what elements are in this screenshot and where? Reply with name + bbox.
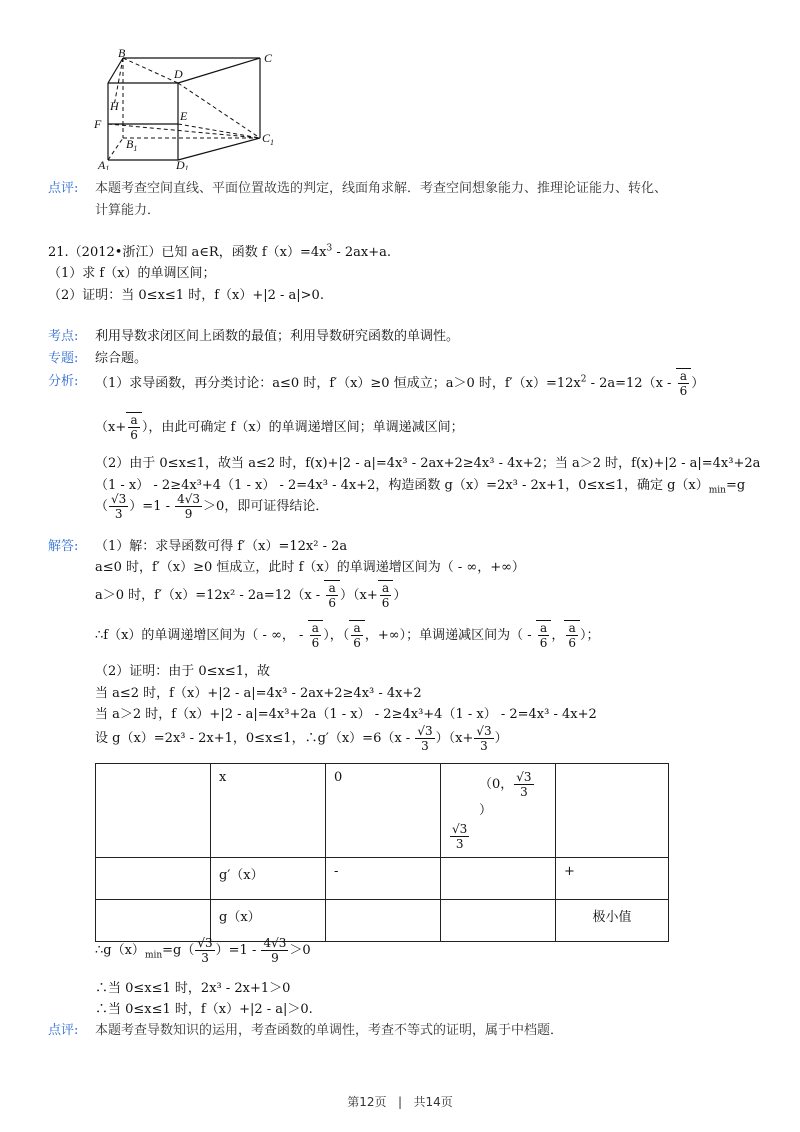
footer-separator: |: [397, 1095, 403, 1109]
problem-part1: （1）求 f（x）的单调区间；: [48, 266, 216, 281]
label-e: E: [180, 109, 188, 123]
fenxi-line5: （ $\frac{√3}{3}$ ）=1 - $\frac{4√3}{9}$ ＞0，即可证得结论．: [95, 492, 329, 521]
fenxi-line3: （2）由于 0≤x≤1，故当 a≤2 时，f(x)+|2 - a|=4x³ - 2ax+2≥4x³ - 4x+2；当 a＞2 时，f(x)+|2 - a|=4x³+2a: [95, 456, 761, 471]
prev-comment-line2: 计算能力．: [95, 203, 161, 218]
jieda-line6: 当 a≤2 时，f（x）+|2 - a|=4x³ - 2ax+2≥4x³ - 4x+2: [95, 686, 422, 701]
edge-bh: [108, 58, 123, 83]
label-b: B: [118, 48, 126, 60]
label-d: D: [174, 67, 183, 81]
table-cell: g（x）: [211, 900, 326, 942]
label-h: H: [110, 99, 119, 113]
table-cell: x: [211, 764, 326, 858]
fenxi-line4: （1 - x） - 2≥4x³+4（1 - x） - 2=4x³ - 4x+2，构造函数 g（x）=2x³ - 2x+1，0≤x≤1，确定 $g(x)_{min}=g$: [95, 478, 746, 496]
prev-comment-label: 点评:: [48, 181, 79, 196]
table-cell: 极小值: [556, 900, 669, 942]
table-cell: -: [326, 858, 441, 900]
edge-a1b1: [108, 138, 123, 160]
diag-dc1: [178, 83, 260, 138]
jieda-line1: （1）解：求导函数可得 f′（x）=12x² - 2a: [95, 539, 348, 554]
label-a1: A1: [98, 158, 110, 170]
label-d1: D1: [176, 158, 189, 170]
fenxi-line2: （x+ $\frac{a}{6}$ ），由此可确定 f（x）的单调递增区间；单调递减区间；: [95, 413, 464, 442]
diag-ec1: [178, 124, 260, 138]
problem-part2: （2）证明：当 0≤x≤1 时，f（x）+|2 - a|>0.: [48, 288, 324, 303]
kaodian-label: 考点:: [48, 329, 79, 344]
table-cell: [326, 900, 441, 942]
zhuanti-text: 综合题。: [95, 351, 148, 366]
table-cell: 0: [326, 764, 441, 858]
table-cell: [441, 900, 556, 942]
comment-label: 点评:: [48, 1023, 79, 1038]
jieda-line4: ∴f（x）的单调递增区间为（ - ∞， - $\frac{a}{6}$ ），（ $\frac{a}{6}$ ，+∞）；单调递减区间为（ - $\frac{a}{6}$ ， $\frac{a}{6}$ ）；: [95, 621, 600, 650]
page-number: 第12页: [347, 1095, 387, 1109]
diag-bd: [123, 58, 178, 83]
page-total: 共14页: [413, 1095, 453, 1109]
sign-table: [95, 763, 669, 942]
jieda-line10: ∴当 0≤x≤1 时，2x³ - 2x+1＞0: [95, 981, 291, 996]
table-cell: g′（x）: [211, 858, 326, 900]
table-cell: +: [556, 858, 669, 900]
table-cell: [556, 764, 669, 858]
jieda-line2: a≤0 时，f′（x）≥0 恒成立，此时 f（x）的单调递增区间为（ - ∞，+∞）: [95, 560, 525, 575]
jieda-line7: 当 a＞2 时，f（x）+|2 - a|=4x³+2a（1 - x） - 2≥4x³+4（1 - x） - 2=4x³ - 4x+2: [95, 707, 597, 722]
edge-d1c1: [178, 138, 260, 160]
jieda-line11: ∴当 0≤x≤1 时，f（x）+|2 - a|＞0.: [95, 1002, 313, 1017]
edge-dc: [178, 58, 260, 83]
fenxi-label: 分析:: [48, 374, 79, 389]
label-c1: $C_1$: [262, 131, 275, 147]
problem-header: 21.（2012•浙江）已知 a∈R，函数 $f(x)=4x^3 - 2ax+a$.: [48, 243, 392, 260]
jieda-line5: （2）证明：由于 0≤x≤1，故: [95, 664, 271, 679]
kaodian-text: 利用导数求闭区间上函数的最值；利用导数研究函数的单调性。: [95, 329, 460, 344]
table-cell: [96, 858, 211, 900]
page-footer: [0, 1093, 800, 1110]
jieda-line9: $\therefore g(x)_{min}=g$（ $\frac{√3}{3}$ ）=1 - $\frac{4√3}{9}$ ＞0: [95, 936, 311, 965]
fenxi-line1: （1）求导函数，再分类讨论：a≤0 时，f′（x）≥0 恒成立；a＞0 时，$f'(x)=12x^2 - 2a=12(x$ - $\frac{a}{6}$ ）: [95, 369, 705, 398]
diag-fc1: [108, 124, 260, 138]
jieda-label: 解答:: [48, 539, 79, 554]
table-row: [96, 858, 669, 900]
jieda-line3: a＞0 时，f′（x）=12x² - 2a=12（x - $\frac{a}{6}$ ）（x+ $\frac{a}{6}$ ）: [95, 581, 407, 610]
zhuanti-label: 专题:: [48, 351, 79, 366]
table-cell: [441, 858, 556, 900]
prev-comment-line1: 本题考查空间直线、平面位置故选的判定，线面角求解．考查空间想象能力、推理论证能力、转化、: [95, 181, 668, 196]
label-f: F: [94, 117, 102, 131]
geometry-figure: [90, 48, 290, 170]
table-row: [96, 764, 669, 858]
jieda-line8: 设 g（x）=2x³ - 2x+1，0≤x≤1，∴g′（x）=6（x - $\frac{√3}{3}$ ）（x+ $\frac{√3}{3}$ ）: [95, 724, 508, 753]
label-b1: $B_1$: [126, 137, 138, 153]
table-cell: [96, 764, 211, 858]
comment-text: 本题考查导数知识的运用，考查函数的单调性，考查不等式的证明，属于中档题．: [95, 1023, 564, 1038]
label-c: C: [264, 51, 273, 65]
table-cell-interval: （0， $\frac{√3}{3}$ ） $\frac{√3}{3}$: [441, 764, 556, 858]
